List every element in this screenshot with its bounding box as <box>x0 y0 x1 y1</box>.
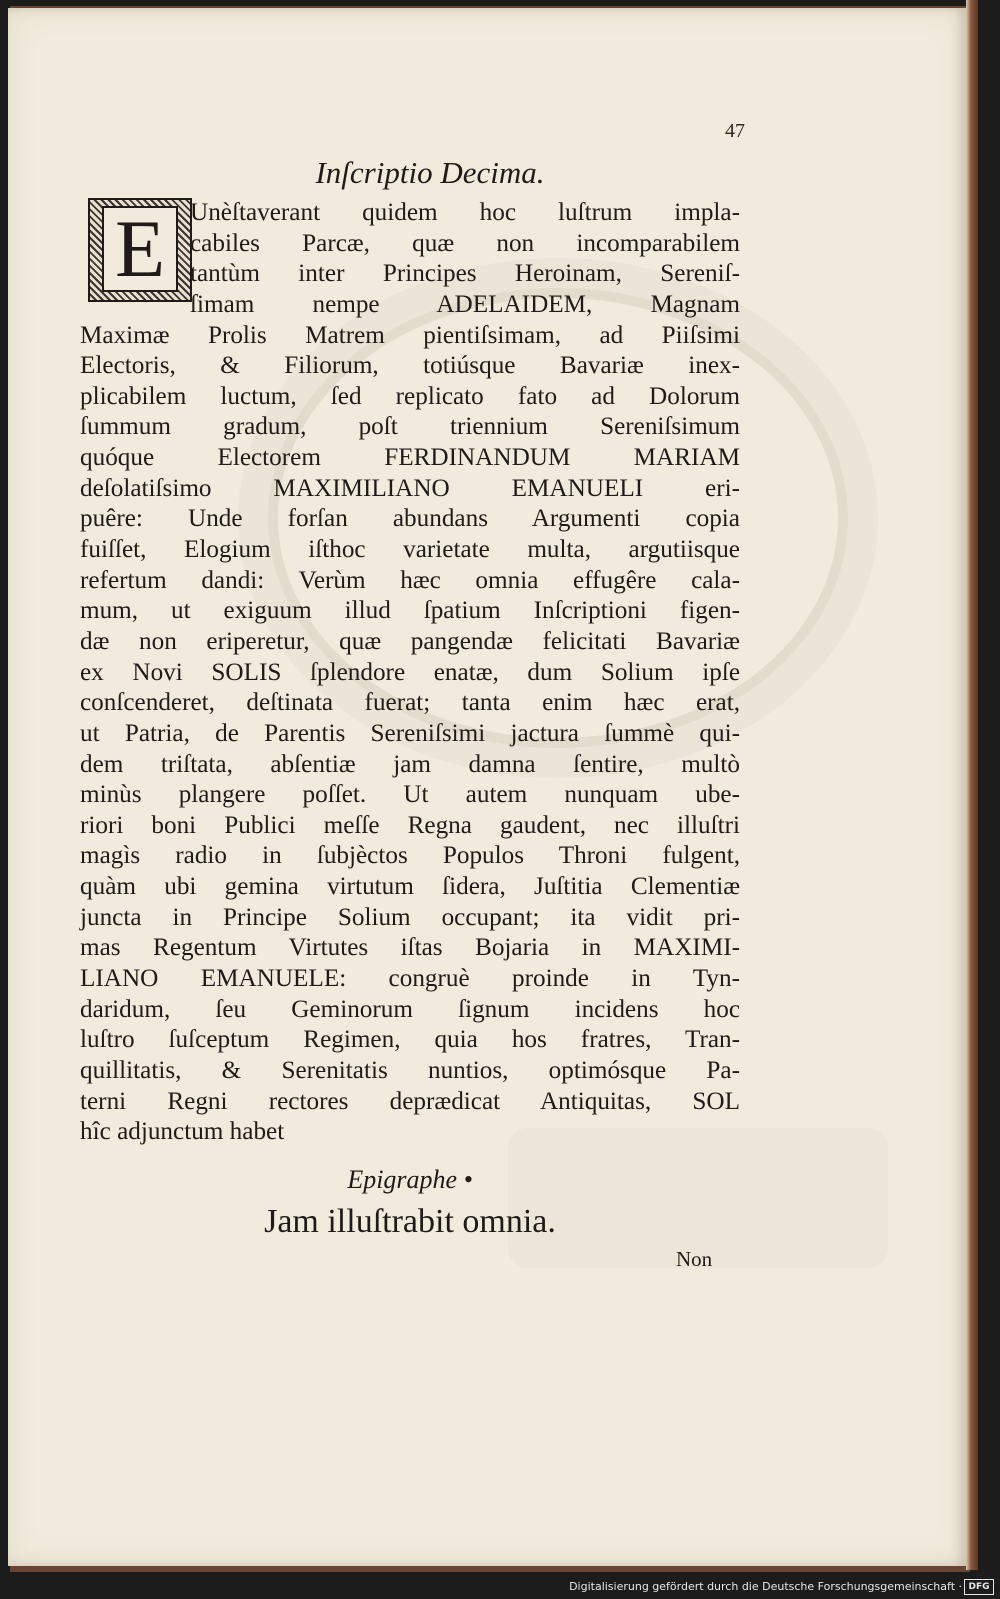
catchword: Non <box>676 1247 713 1271</box>
body-text <box>80 198 740 1148</box>
text-line: dem triſtata, abſentiæ jam damna ſentire, multò <box>80 750 740 778</box>
text-line: plicabilem luctum, ſed replicato fato ad Dolorum <box>80 382 740 410</box>
text-line: LIANO EMANUELE: congruè proinde in Tyn- <box>80 965 740 993</box>
text-line: conſcenderet, deſtinata fuerat; tanta enim hæc erat, <box>80 689 740 717</box>
text-line: ſummum gradum, poſt triennium Sereniſsimum <box>80 413 740 441</box>
text-line: magìs radio in ſubjèctos Populos Throni fulgent, <box>80 842 740 870</box>
text-line: quillitatis, & Serenitatis nuntios, optimósque Pa- <box>80 1056 740 1084</box>
text-line: dæ non eriperetur, quæ pangendæ felicitati Bavariæ <box>80 627 740 655</box>
text-line: deſolatiſsimo MAXIMILIANO EMANUELI eri- <box>80 474 740 502</box>
text-line: tantùm inter Principes Heroinam, Sereniſ- <box>190 260 740 288</box>
text-line: hîc adjunctum habet <box>80 1118 285 1146</box>
text-line: Unèſtaverant quidem hoc luſtrum impla- <box>190 199 740 226</box>
epigraph-motto: Jam illuſtrabit omnia. <box>264 1203 556 1240</box>
text-line: riori boni Publici meſſe Regna gaudent, nec illuſtri <box>80 811 740 839</box>
text-line: ut Patria, de Parentis Sereniſsimi jactura ſummè qui- <box>80 719 740 747</box>
inscription-heading: Inſcriptio Decima. <box>315 155 545 190</box>
text-line: quóque Electorem FERDINANDUM MARIAM <box>80 444 740 472</box>
page-edge <box>966 0 978 1570</box>
dfg-logo: DFG <box>964 1579 994 1595</box>
footer-bar <box>0 1575 1000 1599</box>
text-line: cabiles Parcæ, quæ non incomparabilem <box>190 229 740 257</box>
text-line: luſtro ſuſceptum Regimen, quia hos fratres, Tran- <box>80 1026 740 1054</box>
text-line: Maximæ Prolis Matrem pientiſsimam, ad Piiſsimi <box>80 321 740 349</box>
text-line: Electoris, & Filiorum, totiúsque Bavariæ inex- <box>80 352 740 380</box>
text-line: ex Novi SOLIS ſplendore enatæ, dum Solium ipſe <box>80 658 740 686</box>
initial-letter: E <box>102 206 178 292</box>
text-line: daridum, ſeu Geminorum ſignum incidens hoc <box>80 995 740 1023</box>
text-line: minùs plangere poſſet. Ut autem nunquam ube- <box>80 781 740 809</box>
text-line: fuiſſet, Elogium iſthoc varietate multa, argutiisque <box>80 536 740 564</box>
text-line: puêre: Unde forſan abundans Argumenti copia <box>80 505 740 533</box>
epigraph-label: Epigraphe • <box>347 1165 473 1194</box>
text-line: quàm ubi gemina virtutum ſidera, Juſtitia Clementiæ <box>80 873 740 901</box>
text-line: mum, ut exiguum illud ſpatium Inſcriptioni figen- <box>80 597 740 625</box>
text-line: juncta in Principe Solium occupant; ita vidit pri- <box>80 903 740 931</box>
text-line: mas Regentum Virtutes iſtas Bojaria in MAXIMI- <box>80 934 740 962</box>
text-line: ſimam nempe ADELAIDEM, Magnam <box>190 290 740 318</box>
text-line: terni Regni rectores deprædicat Antiquitas, SOL <box>80 1087 740 1115</box>
page-number: 47 <box>725 120 745 142</box>
digitization-credit: Digitalisierung gefördert durch die Deutsche Forschungsgemeinschaft · <box>569 1580 962 1593</box>
text-line: refertum dandi: Verùm hæc omnia effugêre cala- <box>80 566 740 594</box>
